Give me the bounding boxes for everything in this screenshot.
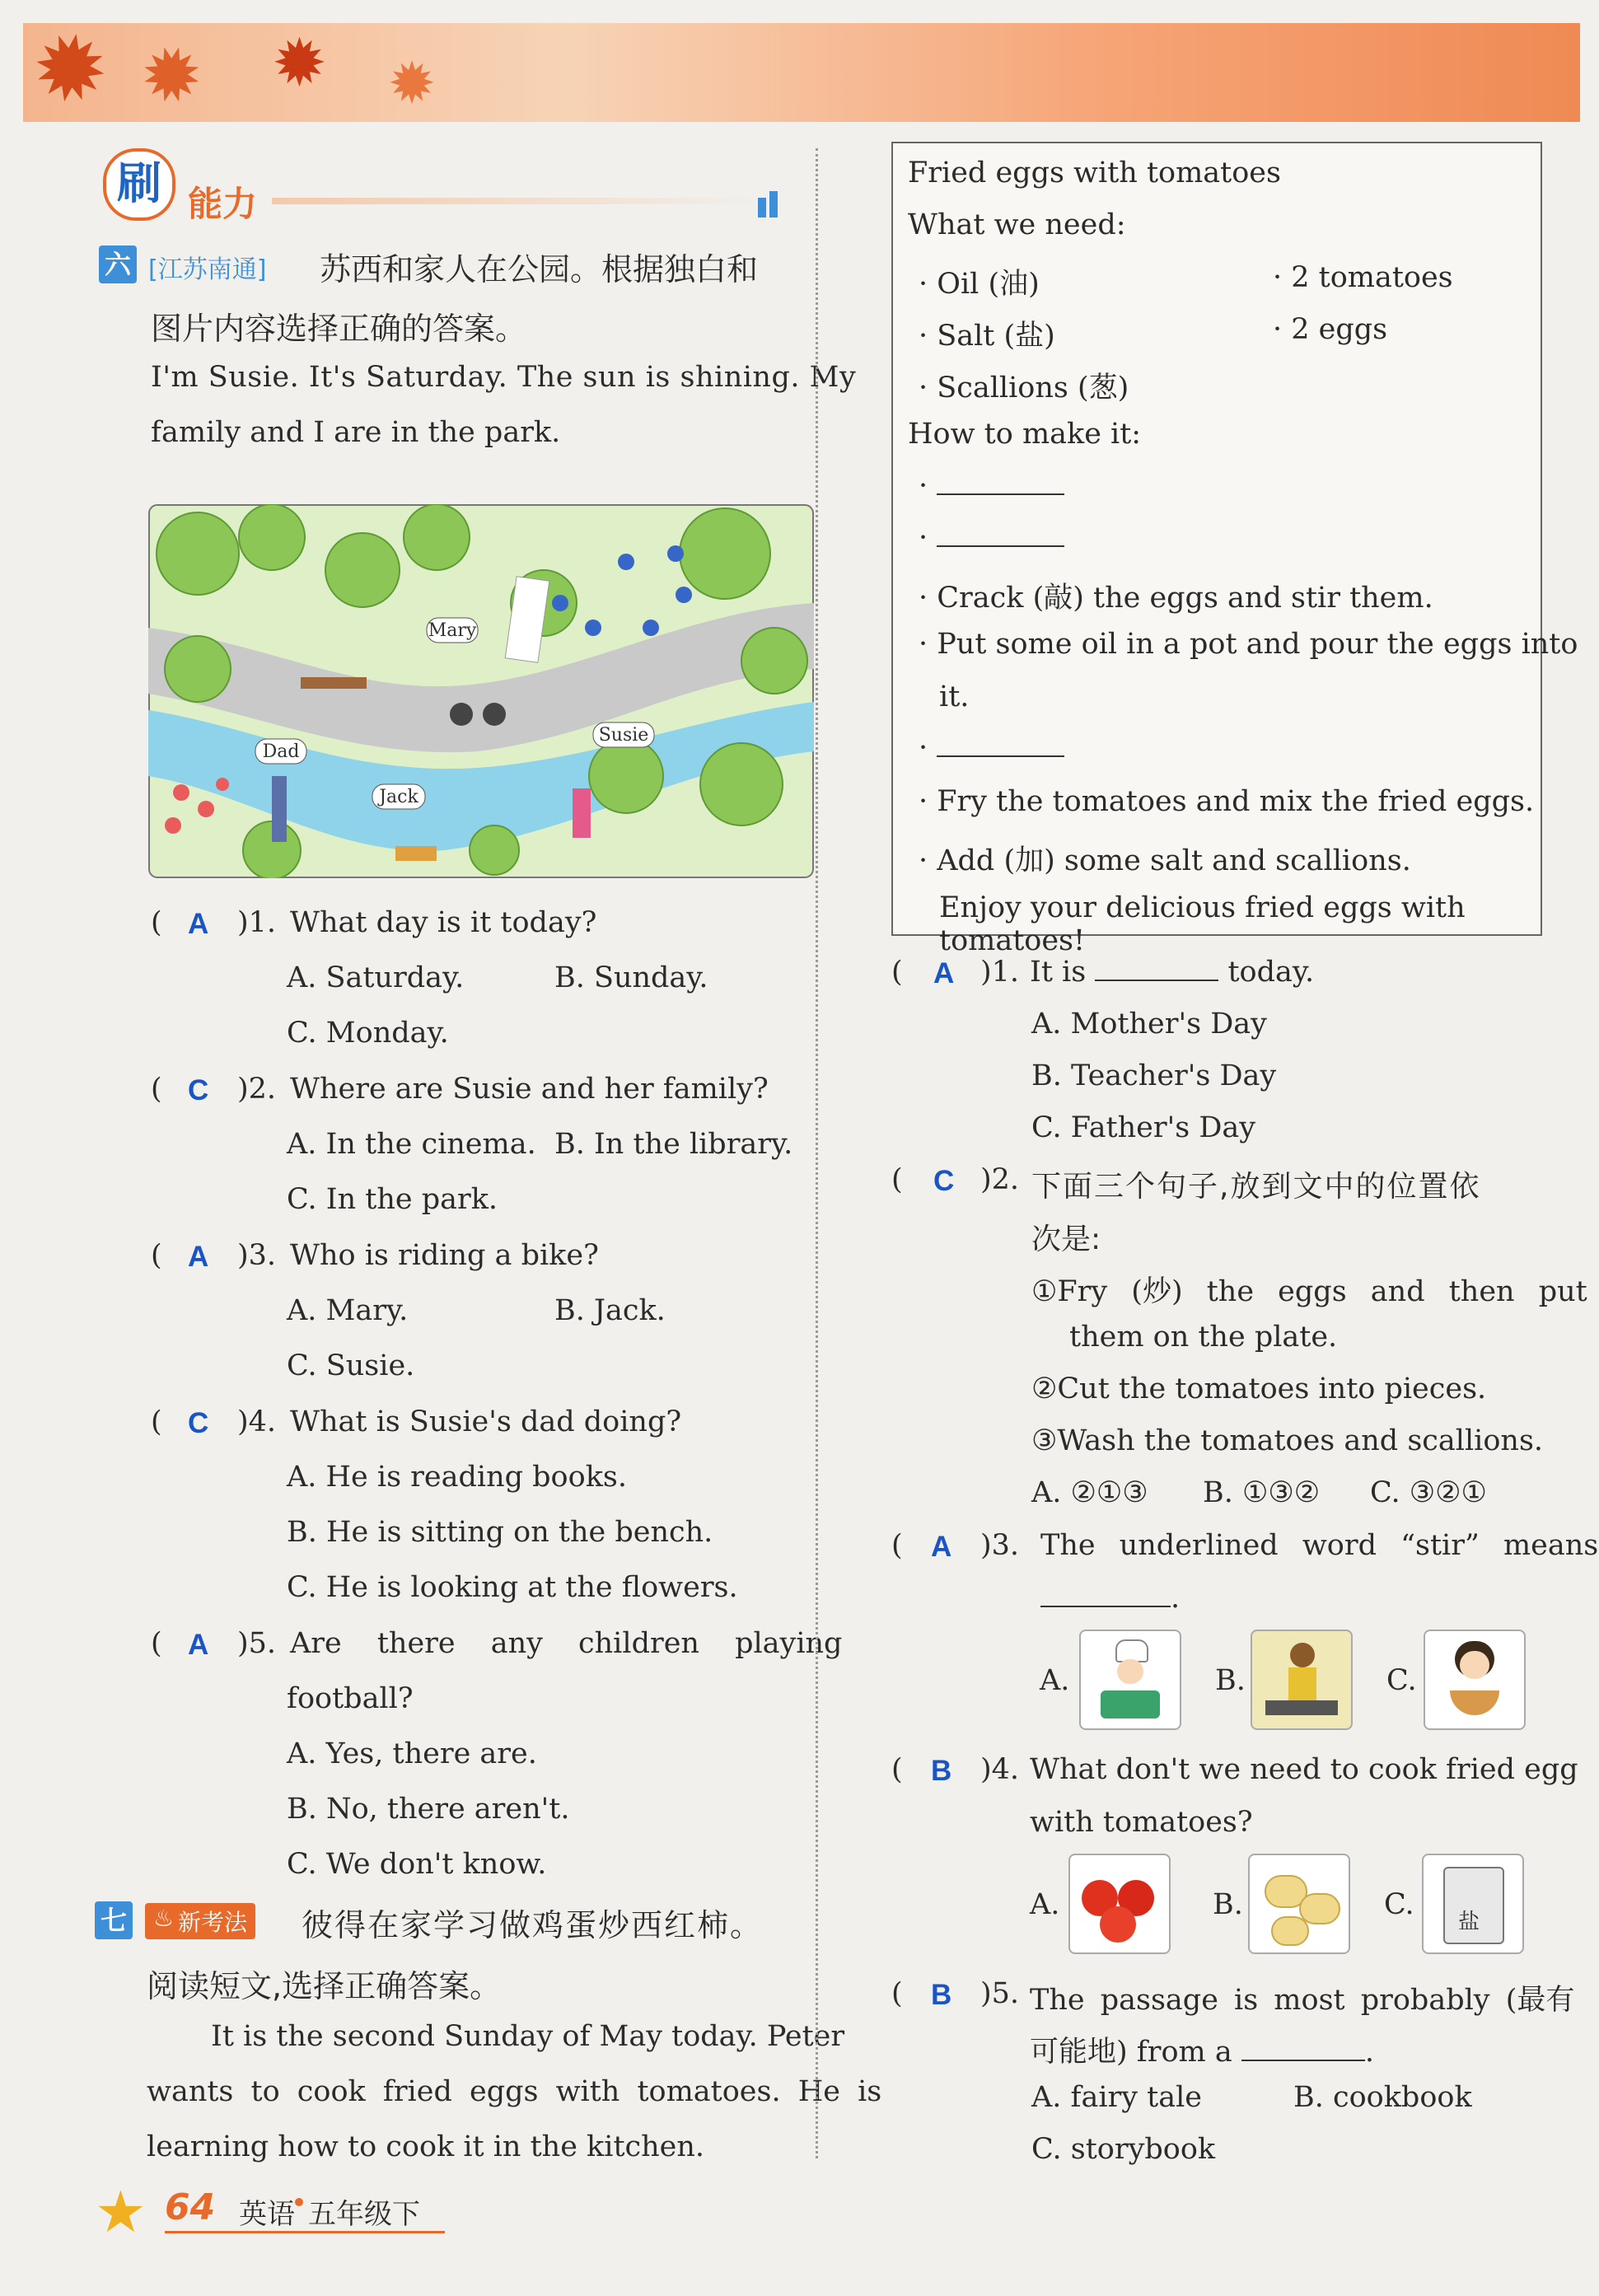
- option: B. Sunday.: [554, 961, 708, 994]
- section-number: 七: [95, 1901, 133, 1939]
- step: · Add (加) some salt and scallions.: [919, 844, 1411, 877]
- passage-text: It is the second Sunday of May today. Peter: [211, 2020, 845, 2053]
- option: C. storybook: [1031, 2133, 1216, 2166]
- option: A.: [1040, 1664, 1070, 1697]
- sentence: ③Wash the tomatoes and scallions.: [1031, 1424, 1544, 1457]
- sentence: ②Cut the tomatoes into pieces.: [1031, 1372, 1487, 1405]
- question-number: )4.: [237, 1405, 277, 1438]
- question-3: (: [151, 1239, 162, 1272]
- option: C.: [1386, 1664, 1417, 1697]
- option: C.: [1384, 1888, 1414, 1921]
- maple-leaf-icon: ✹: [129, 26, 213, 126]
- label-dad: Dad: [262, 741, 300, 762]
- answer-r2: C: [933, 1165, 955, 1197]
- question-number: )1.: [237, 906, 277, 939]
- column-divider: [816, 148, 818, 2158]
- question-stem: Who is riding a bike?: [290, 1239, 599, 1272]
- question-stem: The passage is most probably (最有: [1030, 1984, 1575, 2017]
- step: · Fry the tomatoes and mix the fried eggs.: [919, 785, 1535, 818]
- option: B. Jack.: [554, 1294, 666, 1327]
- label-jack: Jack: [379, 787, 418, 807]
- question-number: )2.: [980, 1163, 1020, 1196]
- salt-text: 盐: [1458, 1910, 1480, 1934]
- passage-text: I'm Susie. It's Saturday. The sun is shining. My: [151, 361, 857, 394]
- question-4: (: [151, 1405, 162, 1438]
- option: A.: [1030, 1888, 1060, 1921]
- question-stem: It is today.: [1030, 956, 1315, 989]
- recipe-label: How to make it:: [908, 418, 1142, 451]
- passage-text: learning how to cook it in the kitchen.: [147, 2130, 705, 2163]
- question-stem: Where are Susie and her family?: [290, 1073, 769, 1106]
- option: B. He is sitting on the bench.: [287, 1516, 713, 1549]
- question-stem: What don't we need to cook fried egg: [1030, 1753, 1578, 1786]
- ingredient: · 2 eggs: [1273, 313, 1388, 346]
- answer-r1: A: [933, 957, 955, 989]
- passage-text: family and I are in the park.: [151, 416, 561, 449]
- question-stem: Are there any children playing: [290, 1627, 843, 1660]
- question-number: )4.: [980, 1753, 1020, 1786]
- option: A. In the cinema.: [287, 1128, 536, 1161]
- footer-rule: [165, 2231, 445, 2233]
- page-number: 64: [165, 2186, 216, 2228]
- label-mary: Mary: [428, 620, 477, 641]
- blank-step: ·: [919, 732, 1064, 765]
- footer-grade: 五年级下: [308, 2198, 420, 2231]
- question-number: )1.: [980, 956, 1020, 989]
- sentence: them on the plate.: [1069, 1321, 1338, 1354]
- potatoes-picture: [1248, 1854, 1350, 1954]
- option: A. He is reading books.: [287, 1461, 627, 1494]
- question-r5: (: [891, 1977, 903, 2010]
- sentence: ①Fry (炒) the eggs and then put: [1031, 1275, 1587, 1308]
- header-rule: [272, 198, 766, 204]
- recipe-label: What we need:: [908, 208, 1126, 241]
- option: A. Yes, there are.: [287, 1737, 537, 1770]
- chef-cooking-picture: [1079, 1630, 1181, 1730]
- flame-icon: ♨: [153, 1905, 175, 1932]
- girl-stirring-picture: [1424, 1630, 1526, 1730]
- question-number: )3.: [980, 1529, 1020, 1562]
- step: · Put some oil in a pot and pour the eggs into: [919, 628, 1578, 661]
- blank-step: ·: [919, 521, 1064, 554]
- section-instruction: 彼得在家学习做鸡蛋炒西红柿。: [302, 1907, 764, 1943]
- maple-leaf-icon: ✹: [16, 7, 125, 132]
- question-stem: What is Susie's dad doing?: [290, 1405, 682, 1438]
- blank-step: ·: [919, 470, 1064, 503]
- footer-dot: [295, 2198, 303, 2206]
- question-r2: (: [891, 1163, 903, 1196]
- question-stem: The underlined word “stir” means: [1040, 1529, 1599, 1562]
- salt-bag-picture: [1422, 1854, 1524, 1954]
- passage-text: wants to cook fried eggs with tomatoes. He is: [147, 2075, 882, 2108]
- step: it.: [939, 680, 970, 713]
- answer-r5: B: [931, 1979, 952, 2011]
- option: C. He is looking at the flowers.: [287, 1571, 738, 1604]
- question-stem: with tomatoes?: [1030, 1806, 1253, 1839]
- option: A. Mother's Day: [1031, 1008, 1267, 1040]
- ingredient: · Salt (盐): [919, 320, 1055, 353]
- option: A. fairy tale: [1031, 2081, 1203, 2114]
- question-number: )5.: [980, 1977, 1020, 2010]
- section-instruction: 图片内容选择正确的答案。: [151, 311, 527, 347]
- answer-3: A: [188, 1241, 209, 1273]
- option: B. ①③②: [1203, 1476, 1321, 1509]
- question-stem: 下面三个句子,放到文中的位置依: [1031, 1170, 1481, 1204]
- recipe-closing: Enjoy your delicious fried eggs with tomatoes!: [939, 891, 1466, 957]
- new-method-tag: ♨ 新考法: [145, 1903, 255, 1939]
- option: A. Saturday.: [287, 961, 465, 994]
- option: B.: [1215, 1664, 1246, 1697]
- option: A. Mary.: [287, 1294, 409, 1327]
- question-r4: (: [891, 1753, 903, 1786]
- park-illustration: [148, 504, 814, 878]
- brand-char: 刷: [117, 157, 161, 209]
- option: B.: [1213, 1888, 1243, 1921]
- question-5: (: [151, 1627, 162, 1660]
- section-instruction: 苏西和家人在公园。根据独白和: [320, 251, 759, 288]
- answer-blank: .: [1040, 1582, 1180, 1615]
- question-r3: (: [891, 1529, 903, 1562]
- ingredient: · Oil (油): [919, 268, 1040, 301]
- answer-r4: B: [931, 1755, 952, 1787]
- question-2: (: [151, 1073, 162, 1106]
- answer-1: A: [188, 908, 209, 940]
- question-stem: 次是:: [1031, 1223, 1101, 1256]
- question-stem: 可能地) from a .: [1030, 2036, 1374, 2069]
- option: B. cookbook: [1293, 2081, 1472, 2114]
- question-stem: football?: [287, 1682, 414, 1715]
- question-number: )3.: [237, 1239, 277, 1272]
- maple-leaf-icon: ✹: [373, 41, 450, 125]
- ingredient: · 2 tomatoes: [1273, 261, 1453, 294]
- option: C. Monday.: [287, 1017, 449, 1050]
- question-r1: (: [891, 956, 903, 989]
- woman-at-stove-picture: [1251, 1630, 1353, 1730]
- option: A. ②①③: [1031, 1476, 1148, 1509]
- ingredient: · Scallions (葱): [919, 372, 1129, 404]
- star-icon: ★: [95, 2178, 147, 2246]
- section-source-tag: [江苏南通]: [148, 255, 267, 284]
- option: C. In the park.: [287, 1183, 498, 1216]
- brand-text: 能力: [188, 184, 258, 224]
- section-number: 六: [99, 245, 137, 283]
- maple-leaf-icon: ✹: [272, 25, 328, 101]
- question-number: )5.: [237, 1627, 277, 1660]
- answer-5: A: [188, 1629, 209, 1661]
- option: C. ③②①: [1370, 1476, 1487, 1509]
- recipe-title: Fried eggs with tomatoes: [908, 157, 1281, 189]
- brand-badge: [103, 148, 175, 221]
- option: C. We don't know.: [287, 1848, 547, 1881]
- option: B. No, there aren't.: [287, 1793, 570, 1826]
- question-number: )2.: [237, 1073, 277, 1106]
- answer-2: C: [188, 1074, 209, 1106]
- tomatoes-picture: [1068, 1854, 1171, 1954]
- option: B. In the library.: [554, 1128, 793, 1161]
- option: B. Teacher's Day: [1031, 1059, 1277, 1092]
- bar-icon: [769, 191, 778, 217]
- option: C. Father's Day: [1031, 1111, 1256, 1144]
- question-stem: What day is it today?: [290, 906, 597, 939]
- answer-r3: A: [931, 1531, 952, 1563]
- label-susie: Susie: [598, 725, 649, 746]
- footer-subject: 英语: [239, 2198, 295, 2231]
- question-1: (: [151, 906, 162, 939]
- option: C. Susie.: [287, 1349, 415, 1382]
- answer-4: C: [188, 1407, 209, 1439]
- bar-icon: [758, 198, 766, 217]
- section-instruction: 阅读短文,选择正确答案。: [147, 1968, 502, 2004]
- step: · Crack (敲) the eggs and stir them.: [919, 582, 1433, 615]
